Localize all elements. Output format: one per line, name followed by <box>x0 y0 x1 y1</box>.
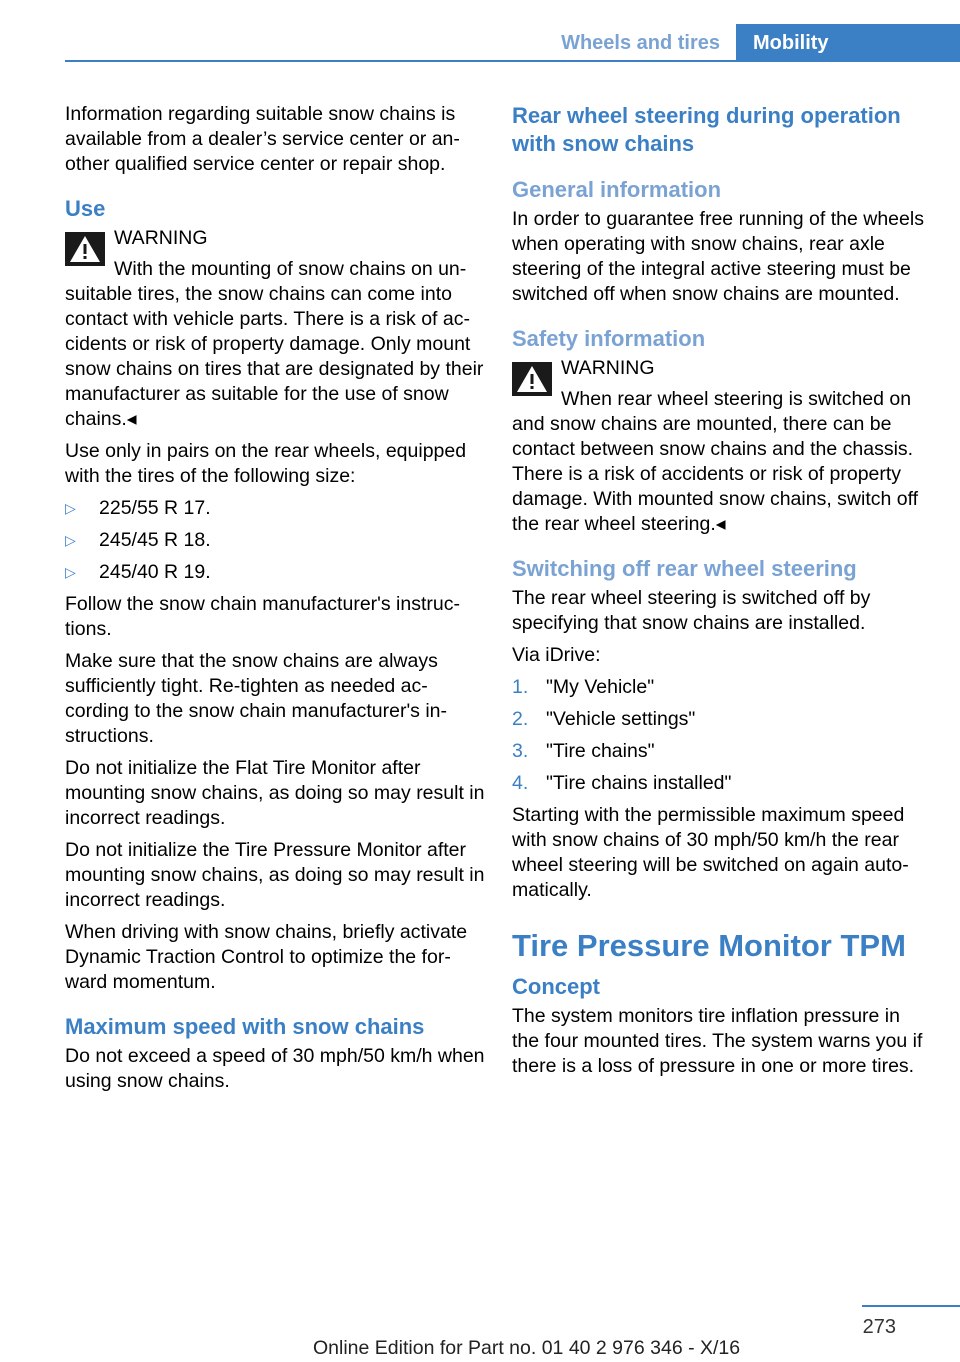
switch-off-paragraph: The rear wheel steering is switched off by specifying that snow chains are installed. <box>512 587 871 634</box>
warning-triangle-icon <box>512 362 552 396</box>
header-section-title: Wheels and tires <box>561 32 720 54</box>
right-column <box>512 102 932 1086</box>
triangle-bullet-icon: ▷ <box>65 564 76 580</box>
left-column <box>65 102 485 1101</box>
switch-off-heading: Switching off rear wheel steering <box>512 556 857 581</box>
tpm-paragraph: Do not initialize the Tire Pressure Monitor after mounting snow chains, as doing so may result in incorrect readings. <box>65 839 485 911</box>
step-number: 3. <box>512 740 529 762</box>
idrive-steps-list <box>512 675 932 796</box>
list-item-text: 245/40 R 19. <box>99 561 211 583</box>
list-item <box>512 707 932 732</box>
list-item <box>512 739 932 764</box>
warning-block-safety <box>512 356 932 537</box>
header-rule <box>65 60 960 62</box>
concept-heading: Concept <box>512 974 600 999</box>
warning-title: WARNING <box>561 357 655 379</box>
general-info-heading: General information <box>512 177 722 202</box>
warning-text: When rear wheel steering is switched on and snow chains are mounted, there can be contact between snow chains and the chassis. There is a risk of accidents or risk of property damage. With mounted snow chains, switch off the rear wheel steering.◂ <box>512 388 919 535</box>
tpm-heading: Tire Pressure Monitor TPM <box>512 928 906 963</box>
step-text: "My Vehicle" <box>546 676 655 698</box>
follow-paragraph: Follow the snow chain manufacturer's instruc-tions. <box>65 593 460 640</box>
general-info-paragraph: In order to guarantee free running of the wheels when operating with snow chains, rear axle steering of the integral active steering must be switched off when snow chains are mounted. <box>512 208 924 305</box>
tire-size-list <box>65 496 485 585</box>
via-idrive-label: Via iDrive: <box>512 644 601 666</box>
triangle-bullet-icon: ▷ <box>65 532 76 548</box>
rear-steering-heading: Rear wheel steering during operation with snow chains <box>512 103 901 156</box>
header-chapter-tab: Mobility <box>736 24 960 62</box>
list-item <box>512 675 932 700</box>
flat-tire-paragraph: Do not initialize the Flat Tire Monitor after mounting snow chains, as doing so may result in incorrect readings. <box>65 757 485 829</box>
pairs-paragraph: Use only in pairs on the rear wheels, equipped with the tires of the following size: <box>65 440 467 487</box>
use-heading: Use <box>65 196 106 221</box>
warning-text: With the mounting of snow chains on un-suitable tires, the snow chains can come into contact with vehicle parts. There is a risk of ac-cidents or risk of property damage. Only mount snow chains on tires that are designated by their manufacturer as suitable for the use of snow chains.◂ <box>65 258 484 430</box>
list-item <box>65 528 485 553</box>
step-number: 4. <box>512 772 529 794</box>
page-number: 273 <box>862 1316 896 1338</box>
list-item <box>65 560 485 585</box>
warning-block-use <box>65 226 485 432</box>
step-text: "Vehicle settings" <box>546 708 696 730</box>
speed-paragraph: Starting with the permissible maximum speed with snow chains of 30 mph/50 km/h the rear wheel steering will be switched on again auto-matically. <box>512 804 909 901</box>
step-text: "Tire chains installed" <box>546 772 732 794</box>
page-header <box>0 24 960 62</box>
step-number: 1. <box>512 676 529 698</box>
intro-paragraph: Information regarding suitable snow chains is available from a dealer’s service center or an-other qualified service center or repair shop. <box>65 103 460 175</box>
tight-paragraph: Make sure that the snow chains are always sufficiently tight. Re-tighten as needed ac-cording to the snow chain manufacturer's in-structions. <box>65 650 448 747</box>
safety-info-heading: Safety information <box>512 326 706 351</box>
list-item-text: 245/45 R 18. <box>99 529 211 551</box>
max-speed-paragraph: Do not exceed a speed of 30 mph/50 km/h when using snow chains. <box>65 1045 485 1092</box>
step-text: "Tire chains" <box>546 740 655 762</box>
triangle-bullet-icon: ▷ <box>65 500 76 516</box>
list-item <box>512 771 932 796</box>
max-speed-heading: Maximum speed with snow chains <box>65 1014 425 1039</box>
edition-line: Online Edition for Part no. 01 40 2 976 346 - X/16 <box>313 1337 741 1359</box>
concept-paragraph: The system monitors tire inflation pressure in the four mounted tires. The system warns you if there is a loss of pressure in one or more tires. <box>512 1005 923 1077</box>
warning-title: WARNING <box>114 227 208 249</box>
warning-triangle-icon <box>65 232 105 266</box>
list-item <box>65 496 485 521</box>
list-item-text: 225/55 R 17. <box>99 497 211 519</box>
footer-rule <box>862 1305 960 1307</box>
dtc-paragraph: When driving with snow chains, briefly activate Dynamic Traction Control to optimize the for-ward momentum. <box>65 921 468 993</box>
step-number: 2. <box>512 708 529 730</box>
